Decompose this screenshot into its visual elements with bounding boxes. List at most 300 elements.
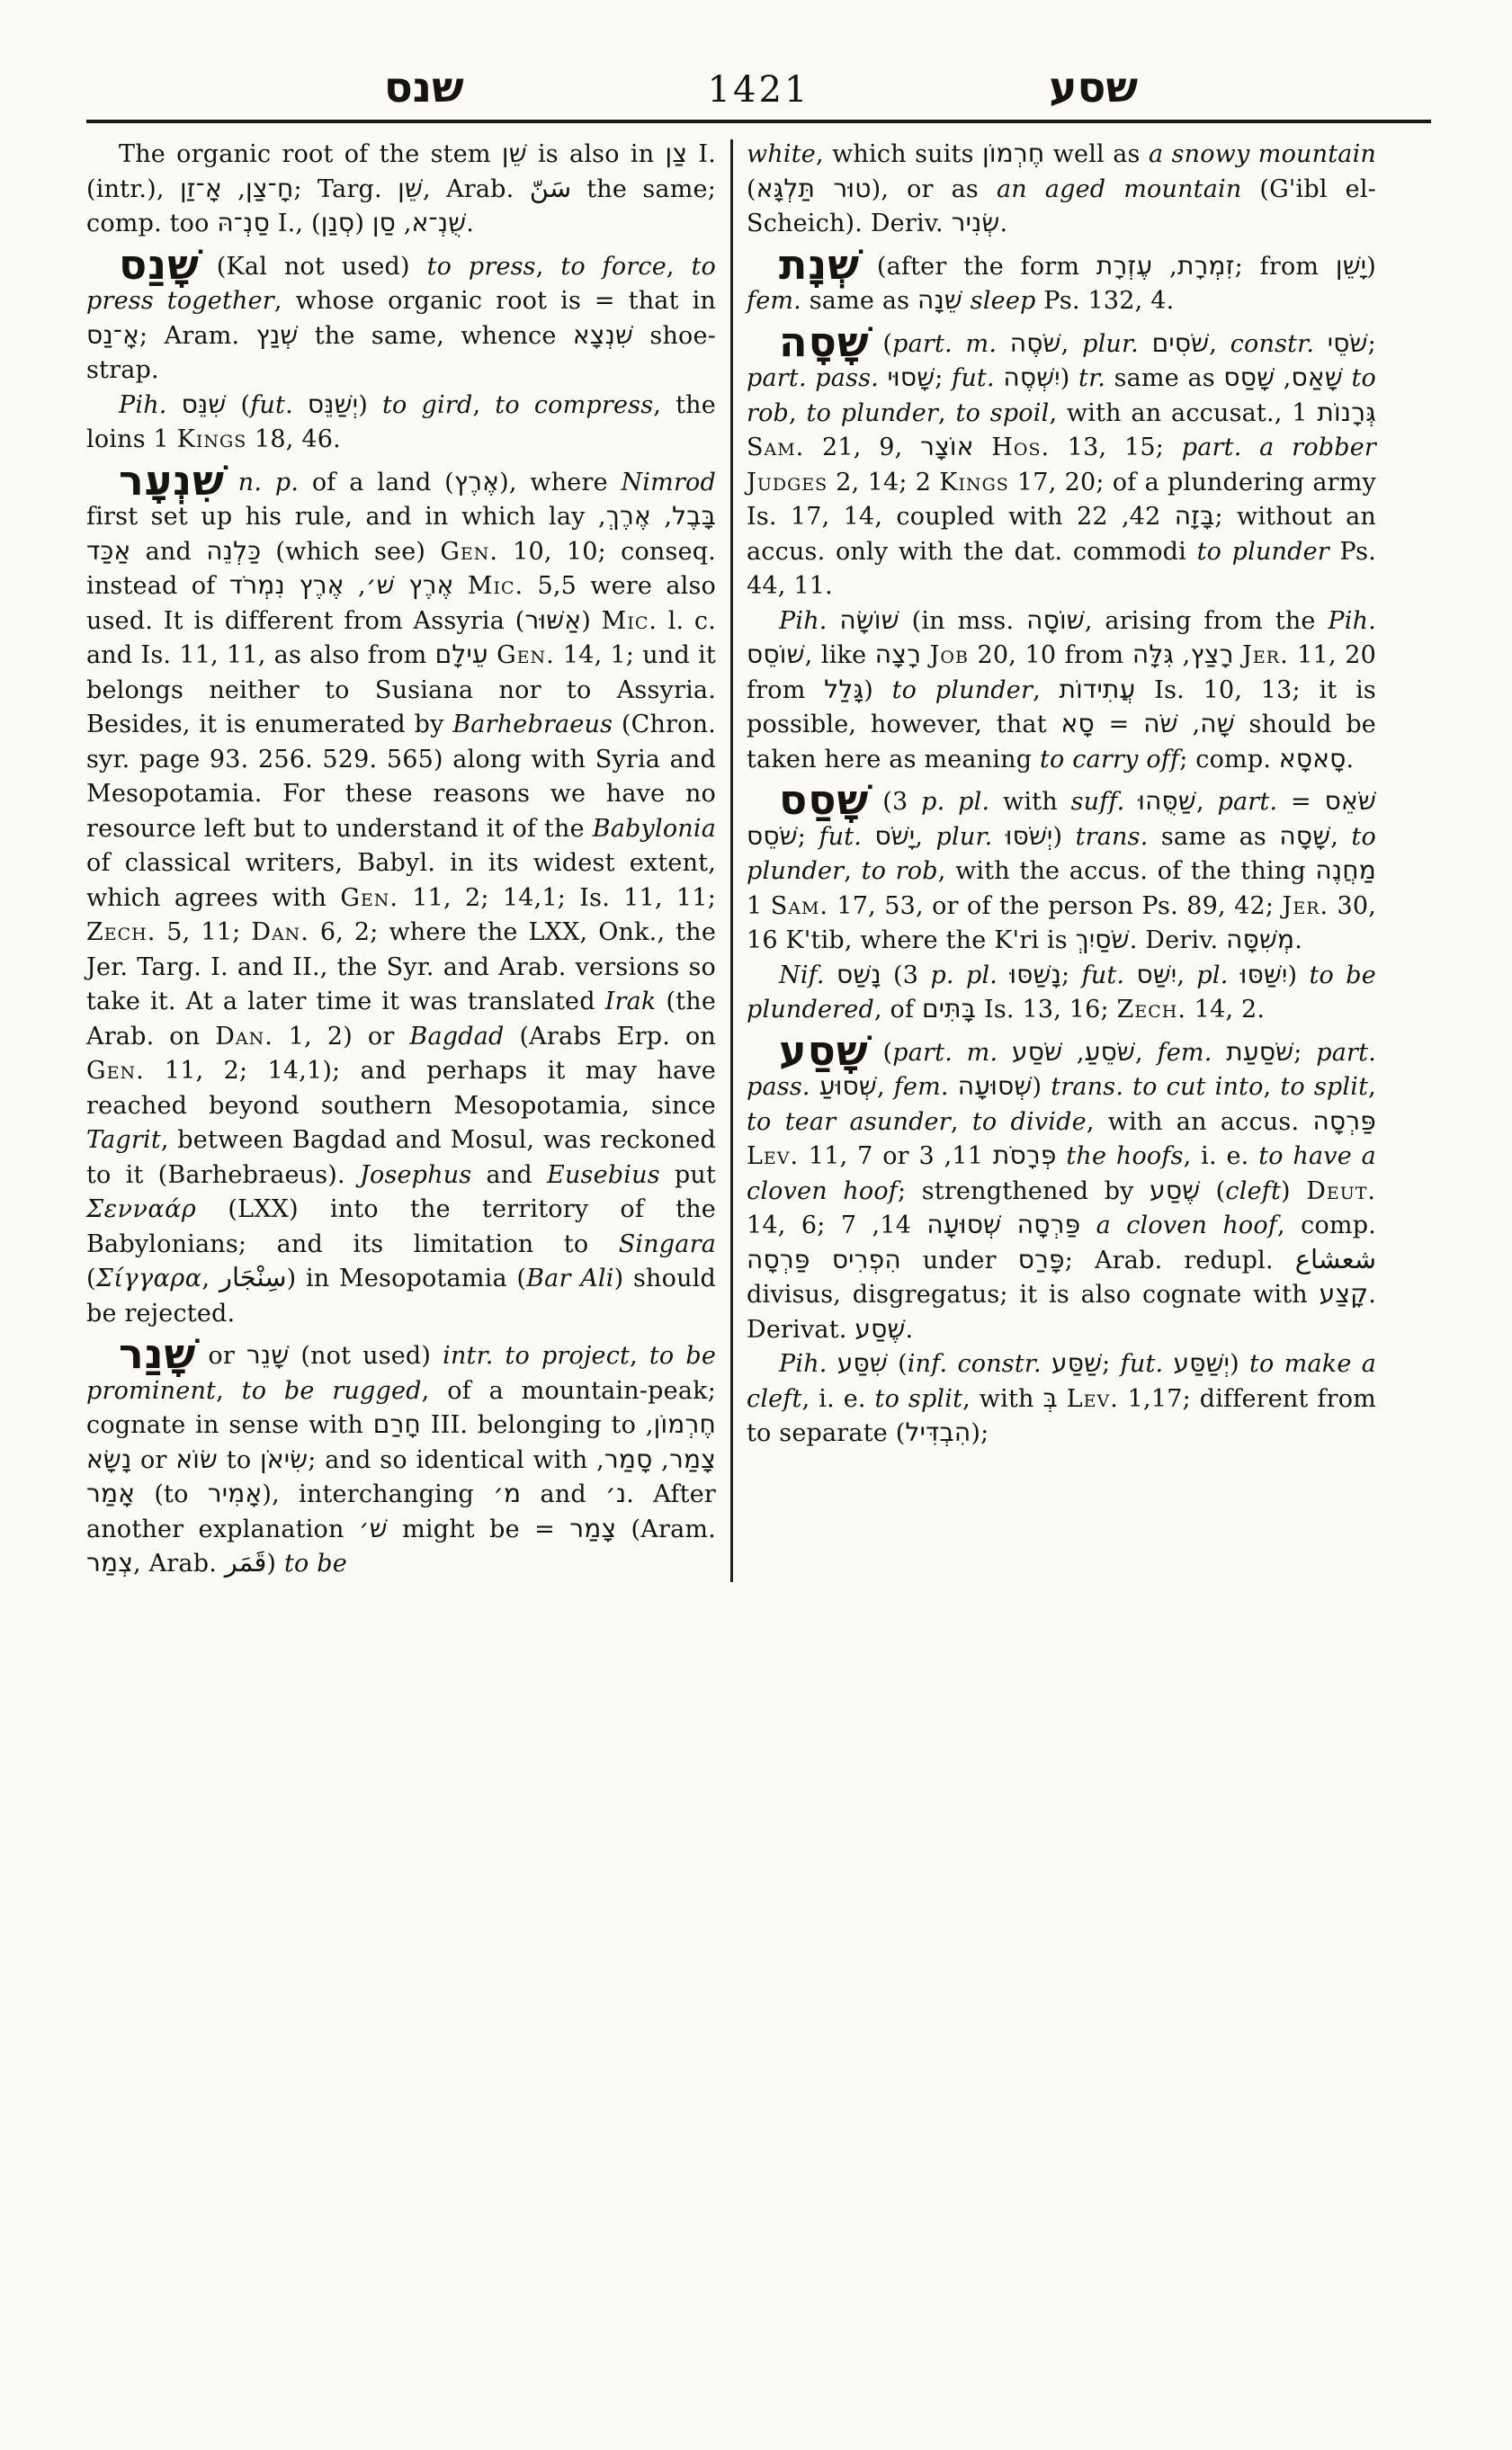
text-columns: [86, 138, 1431, 1582]
text-segment: to press: [426, 252, 536, 281]
text-segment: 30, 16 K'tib, where the K'ri is: [747, 891, 1376, 954]
text-segment: ,: [535, 252, 561, 281]
text-segment: of classical writers, Babyl. in its widest extent, which agrees with: [86, 849, 716, 912]
text-segment: זִמְרָת: [1176, 250, 1235, 281]
text-segment: צָמַר: [668, 1444, 716, 1474]
text-segment: , i. e.: [801, 1384, 875, 1413]
text-segment: to make a cleft: [747, 1350, 1376, 1413]
text-segment: shoe-strap.: [86, 321, 716, 384]
text-segment: ,: [221, 174, 246, 203]
entry-headword: שָׁסַס: [779, 775, 870, 824]
continuation-paragraph-shanar: [747, 138, 1376, 242]
text-segment: שְׁנַץ: [255, 319, 299, 350]
text-segment: fut.: [1120, 1350, 1164, 1378]
text-segment: , of a mountain-peak; cognate in sense with: [86, 1376, 716, 1439]
text-segment: 14, 6;: [747, 1212, 841, 1239]
text-segment: Σενναάρ: [86, 1195, 197, 1223]
text-segment: a snowy mountain: [1148, 140, 1376, 168]
text-segment: (to: [135, 1480, 208, 1508]
text-segment: שָׁאַס: [1291, 362, 1343, 392]
text-segment: a cloven hoof: [1096, 1212, 1278, 1239]
text-segment: (: [86, 1265, 96, 1292]
running-head-right: שסע: [1049, 63, 1139, 112]
text-segment: (3: [881, 961, 931, 989]
text-segment: .: [1346, 745, 1355, 773]
text-segment: ; and so identical with: [308, 1445, 597, 1474]
text-segment: שֹׁסַע: [1011, 1036, 1063, 1067]
text-segment: [1212, 1039, 1227, 1067]
text-segment: سَنّ: [529, 172, 572, 203]
text-segment: سِنْجَار: [219, 1262, 287, 1292]
text-segment: to be prominent: [86, 1342, 716, 1405]
text-segment: ,: [1195, 788, 1218, 816]
text-segment: ,: [630, 1342, 649, 1370]
text-segment: 1: [1292, 398, 1318, 427]
entry-shasas: [747, 775, 1376, 959]
text-segment: شعشاع: [1294, 1243, 1377, 1274]
page-number: 1421: [707, 69, 810, 111]
text-segment: The organic root of the stem: [119, 140, 502, 168]
entry-headword: שָׁנַס: [119, 239, 200, 289]
text-segment: שֵׁנָה: [917, 285, 962, 315]
text-segment: , Arab.: [423, 174, 530, 203]
entry-shasa: [747, 1025, 1377, 1348]
text-segment: to force: [560, 252, 667, 281]
text-segment: צָמַר: [569, 1513, 617, 1543]
text-segment: שָׁסָה: [1279, 820, 1331, 851]
text-segment: 18, 46.: [246, 425, 341, 453]
text-segment: Josephus: [359, 1160, 472, 1189]
text-segment: .: [999, 210, 1008, 237]
text-segment: [828, 607, 840, 635]
text-segment: יְשֹׁסּוּ: [1005, 820, 1053, 851]
text-segment: סָאסָא: [1278, 743, 1346, 773]
text-segment: רָצַץ: [1190, 639, 1234, 669]
text-segment: with: [989, 788, 1071, 816]
text-segment: עֶזְרָת: [1096, 250, 1153, 281]
text-segment: 14, 2.: [1185, 996, 1266, 1024]
text-segment: Lev.: [1066, 1384, 1119, 1413]
text-segment: or: [196, 1342, 246, 1370]
text-segment: Nimrod: [621, 468, 716, 496]
text-segment: to be plundered: [747, 961, 1376, 1024]
text-segment: (in mss.: [899, 606, 1027, 635]
text-segment: or: [131, 1445, 176, 1474]
entry-shanas: [86, 239, 716, 389]
text-segment: Deut.: [1306, 1176, 1376, 1205]
text-segment: to plunder: [891, 675, 1033, 704]
text-segment: אֶרֶץ: [453, 466, 500, 496]
text-segment: ; Aram.: [139, 321, 256, 350]
text-segment: (: [354, 210, 372, 237]
text-segment: אָ־זַן: [179, 173, 222, 203]
text-segment: ,: [844, 857, 862, 885]
text-segment: to rob: [861, 857, 938, 885]
text-segment: Sam.: [747, 434, 805, 461]
text-segment: [454, 572, 468, 600]
text-segment: );: [971, 1419, 989, 1447]
text-segment: same as: [801, 287, 918, 315]
text-segment: , with an accus.: [1086, 1107, 1313, 1136]
text-segment: Zech.: [86, 918, 157, 946]
text-segment: [1163, 1350, 1173, 1378]
text-segment: , whose organic root is = that in: [273, 287, 716, 315]
text-segment: Gen.: [440, 537, 498, 566]
text-segment: שֹׁה: [1143, 709, 1178, 738]
text-segment: to split: [874, 1384, 963, 1413]
text-segment: 14, 7: [840, 1212, 1096, 1239]
text-segment: ; Arab. redupl.: [1064, 1246, 1295, 1274]
text-segment: Pih.: [779, 1350, 828, 1378]
text-segment: ), interchanging: [262, 1480, 494, 1508]
text-segment: part. pass.: [747, 364, 879, 392]
text-segment: , like: [804, 641, 875, 669]
text-segment: שׁוֹסָה: [1026, 604, 1085, 635]
text-segment: to project: [505, 1342, 631, 1370]
header-rule: [86, 120, 1431, 123]
text-segment: מ׳: [493, 1479, 522, 1508]
text-segment: the same, whence: [298, 321, 573, 350]
text-segment: of a land (: [299, 468, 454, 496]
text-segment: חָרַם: [372, 1409, 421, 1439]
text-segment: ; Targ.: [293, 174, 398, 203]
text-segment: to divide: [971, 1107, 1087, 1136]
text-segment: [1124, 788, 1138, 816]
text-segment: ;: [1102, 1350, 1121, 1378]
text-segment: 14, 1; und it belongs neither to Susiana nor to Assyria. Besides, it is enumerated by: [86, 641, 716, 738]
text-segment: Babylonia: [592, 814, 716, 843]
text-segment: ): [1032, 1073, 1051, 1101]
text-segment: I. (intr.),: [86, 140, 716, 203]
text-segment: .: [905, 1315, 914, 1344]
text-segment: , with: [962, 1384, 1043, 1413]
text-segment: same as: [1105, 364, 1224, 392]
text-segment: Zech.: [1116, 996, 1186, 1024]
text-segment: . Derivat.: [747, 1281, 1376, 1344]
text-segment: the hoofs: [1066, 1142, 1184, 1170]
text-segment: ,: [1177, 711, 1201, 738]
text-segment: ): [863, 675, 892, 704]
text-segment: trans.: [1075, 822, 1149, 851]
text-segment: , arising from the: [1084, 606, 1329, 635]
text-segment: שׁוֹשָׂה: [839, 604, 899, 635]
text-segment: , i. e.: [1183, 1142, 1259, 1170]
text-segment: 1: [747, 891, 771, 920]
text-segment: ;: [935, 364, 953, 392]
text-segment: to gird: [381, 390, 473, 419]
text-segment: fut.: [250, 390, 293, 419]
text-segment: (: [868, 1038, 893, 1067]
text-segment: Gen.: [497, 641, 555, 669]
text-segment: trans. to cut into: [1051, 1073, 1264, 1101]
text-segment: [995, 364, 1004, 392]
text-segment: the same; comp. too: [86, 174, 716, 237]
text-segment: שָׁסַס: [1223, 362, 1275, 392]
text-segment: Pih.: [1328, 606, 1376, 635]
text-segment: to spoil: [955, 398, 1050, 427]
text-segment: to be: [283, 1550, 347, 1578]
text-segment: ) in Mesopotamia (: [286, 1265, 527, 1292]
entry-shasas-nif: [747, 959, 1376, 1028]
text-segment: [974, 434, 992, 461]
text-segment: قَمَر: [224, 1547, 267, 1578]
text-segment: I.,: [269, 210, 311, 237]
text-segment: suff.: [1070, 788, 1125, 816]
text-segment: (: [887, 1350, 908, 1378]
text-segment: (the Arab. on: [86, 988, 716, 1051]
text-segment: ,: [1152, 252, 1177, 281]
text-segment: הִבְדִּיל: [905, 1417, 971, 1447]
text-segment: אוֹצָר: [920, 432, 974, 461]
text-segment: קָצַע: [1319, 1279, 1369, 1309]
text-segment: Gen.: [340, 883, 399, 912]
text-segment: נָשַׁסּוּ: [1009, 959, 1061, 989]
entry-shinar: [86, 455, 717, 1332]
text-segment: , comp.: [1277, 1212, 1376, 1239]
text-segment: ): [1230, 1350, 1249, 1378]
text-segment: ,: [938, 398, 956, 427]
text-segment: to be rugged: [241, 1376, 422, 1405]
text-segment: , with the accus. of the thing: [937, 857, 1316, 885]
text-segment: [1139, 330, 1152, 358]
text-segment: ,: [1176, 961, 1197, 989]
text-segment: [825, 961, 837, 989]
text-segment: שֶׁסַע: [854, 1313, 906, 1344]
text-segment: שַׁסֻּהוּ: [1138, 786, 1196, 816]
text-segment: בָּזָה: [1174, 501, 1215, 531]
text-segment: עֲתִידוֹת: [1059, 674, 1136, 704]
text-segment: Pih.: [119, 390, 167, 419]
text-segment: (G'ibl el-Scheich). Deriv.: [747, 174, 1376, 237]
text-segment: Is. 10, 13; it is possible, however, that: [747, 675, 1376, 738]
text-segment: [810, 1073, 819, 1101]
text-segment: [1124, 961, 1136, 989]
text-segment: ,: [1135, 1038, 1158, 1067]
text-segment: ): [358, 390, 382, 419]
text-segment: p. pl.: [930, 961, 998, 989]
text-segment: אָמִיר: [207, 1479, 263, 1508]
text-segment: Mic.: [467, 572, 524, 600]
text-segment: to rob: [747, 364, 1376, 427]
text-segment: l. c. and Is. 11, 11, as also from: [86, 606, 716, 669]
text-segment: [1277, 788, 1291, 816]
text-segment: ; from: [1234, 252, 1336, 281]
text-segment: part. pass.: [747, 1038, 1376, 1101]
text-segment: to compress: [495, 390, 654, 419]
text-segment: שֵׁן: [501, 139, 527, 168]
text-segment: בְּ: [1042, 1382, 1058, 1413]
text-segment: יִשַּׁס: [1136, 959, 1177, 989]
text-segment: מַחֲנֶה: [1315, 855, 1376, 885]
text-segment: ,: [1209, 329, 1230, 358]
text-segment: 11, 20 from: [747, 641, 1376, 704]
text-segment: Kings: [176, 425, 247, 453]
text-segment: שֹׁסִים: [1151, 327, 1210, 358]
text-segment: ; comp.: [1179, 745, 1279, 773]
text-segment: פַּרְסָה: [1312, 1105, 1376, 1136]
text-segment: , with an accusat.,: [1049, 398, 1293, 427]
text-segment: אֶרֶץ שׁ׳: [365, 570, 454, 600]
text-segment: to carry off: [1040, 745, 1180, 773]
text-segment: to: [218, 1445, 260, 1474]
text-segment: Barhebraeus: [452, 711, 613, 738]
text-segment: Hos.: [991, 434, 1051, 461]
text-segment: אָ־נַס: [86, 319, 140, 350]
text-segment: Job: [929, 641, 969, 669]
text-segment: 1, 2) or: [273, 1022, 410, 1051]
text-segment: נ׳: [605, 1479, 627, 1508]
text-segment: שֹׁאֵס: [1324, 786, 1376, 816]
text-segment: שְׂנִיר: [951, 208, 1000, 237]
text-segment: 20, 10 from: [968, 641, 1132, 669]
text-segment: [1042, 1350, 1051, 1378]
text-segment: , Arab.: [133, 1550, 225, 1578]
text-segment: fem.: [893, 1073, 949, 1101]
text-segment: [828, 1350, 837, 1378]
text-segment: חֶרְמוֹן: [653, 1409, 716, 1439]
text-segment: שׂוֹא: [175, 1444, 219, 1474]
text-segment: 11, 7 or: [799, 1142, 919, 1170]
text-segment: well as: [1044, 140, 1149, 168]
text-segment: Dan.: [251, 918, 309, 946]
text-segment: Irak: [604, 988, 657, 1015]
text-segment: an aged mountain: [996, 174, 1242, 203]
text-segment: ,: [1263, 1073, 1281, 1101]
text-segment: יִשְׁסֶה: [1003, 362, 1060, 392]
text-segment: [962, 287, 971, 315]
text-segment: [1314, 330, 1328, 358]
text-segment: [225, 469, 238, 496]
text-segment: סָא: [1060, 709, 1095, 738]
text-segment: pl.: [1196, 961, 1229, 989]
text-segment: III. belonging to: [420, 1411, 646, 1439]
entry-headword: שָׁסַע: [779, 1025, 869, 1075]
text-segment: Ps. 132, 4.: [1035, 287, 1175, 315]
text-segment: ): [1281, 1176, 1307, 1205]
text-segment: שֹׁסַעַת: [1226, 1036, 1294, 1067]
entry-headword: שָׁסָה: [779, 317, 870, 366]
text-segment: שַׁסַּע: [1051, 1348, 1103, 1378]
text-segment: (3: [869, 788, 922, 816]
text-segment: שֵׁן: [398, 173, 423, 203]
text-segment: שֻׁנְ־א: [411, 208, 467, 237]
text-segment: same as: [1148, 822, 1280, 851]
text-segment: ;: [1367, 329, 1376, 358]
text-segment: ,: [915, 822, 936, 851]
left-column: [86, 138, 716, 1582]
text-segment: יִשַּׁסּוּ: [1239, 959, 1288, 989]
text-segment: ,: [1060, 329, 1083, 358]
text-segment: כַּלְנֵה: [206, 535, 262, 566]
text-segment: 13, 15;: [1050, 434, 1182, 461]
running-head-left: שנס: [383, 63, 464, 112]
text-segment: to split: [1280, 1073, 1369, 1101]
text-segment: ,: [666, 252, 692, 281]
text-segment: Eusebius: [547, 1160, 660, 1189]
text-segment: should be taken here as meaning: [747, 711, 1376, 773]
text-segment: Tagrit: [86, 1126, 161, 1154]
text-segment: [998, 1039, 1012, 1067]
text-segment: to plunder: [806, 398, 939, 427]
text-segment: , between Bagdad and Mosul, was reckoned to it (Barhebraeus).: [86, 1126, 716, 1189]
text-segment: to tear asunder: [747, 1107, 951, 1136]
text-segment: Judges: [747, 468, 828, 496]
text-segment: [998, 961, 1009, 989]
text-segment: [494, 1342, 505, 1370]
text-segment: צַן: [665, 139, 688, 168]
text-segment: (: [1200, 1176, 1226, 1205]
text-segment: רָצָה: [874, 639, 922, 669]
text-segment: שִׁנְצָא: [572, 319, 634, 350]
text-segment: ,: [789, 398, 807, 427]
text-segment: Jer.: [1242, 641, 1289, 669]
text-segment: part. m.: [892, 329, 998, 358]
text-segment: p. pl.: [921, 788, 990, 816]
text-segment: שֹׁסֵי: [1327, 327, 1368, 358]
text-segment: (after the form: [860, 252, 1096, 281]
text-segment: 5, 11;: [156, 918, 252, 946]
text-segment: ,: [650, 503, 673, 531]
text-segment: 11, 3: [918, 1142, 1067, 1170]
text-segment: (Chron. syr. page 93. 256. 529. 565) along with Syria and Mesopotamia. For these reasons we have no resource left but to understand it of the: [86, 711, 716, 843]
text-segment: ;: [1293, 1038, 1317, 1067]
text-segment: (: [869, 329, 893, 358]
text-segment: ).: [310, 210, 475, 237]
text-segment: יְשַׁסַּע: [1173, 1348, 1230, 1378]
text-segment: fem.: [1157, 1038, 1212, 1067]
text-segment: גְּרָנוֹת: [1317, 397, 1376, 427]
text-segment: [949, 1073, 958, 1101]
text-segment: אֶרֶךְ: [605, 501, 651, 531]
text-segment: 21, 9,: [804, 434, 921, 461]
text-segment: ,: [1330, 822, 1352, 851]
text-segment: שֹׁסֶה: [1009, 327, 1061, 358]
text-segment: first set up his rule, and in which lay: [86, 503, 598, 531]
text-segment: fut.: [819, 822, 863, 851]
text-segment: to plunder: [747, 822, 1376, 885]
text-segment: ,: [645, 1411, 654, 1439]
text-segment: ,: [396, 210, 412, 237]
text-segment: בָּתִּים: [921, 994, 977, 1024]
text-segment: שׁוֹסֵס: [747, 639, 805, 669]
text-segment: שָׁה: [1200, 709, 1235, 738]
text-segment: 6, 2; where the LXX, Onk., the Jer. Targ. I. and II., the Syr. and Arab. versions so take it. At a later time it was translated: [86, 918, 716, 1015]
text-segment: עֵילָם: [434, 639, 488, 669]
text-segment: [921, 641, 930, 669]
text-segment: שֹׁסַיִךְ: [1075, 925, 1130, 954]
text-segment: שִׁנֵּס: [181, 389, 227, 419]
text-segment: and: [521, 1480, 606, 1508]
text-segment: [879, 364, 888, 392]
text-segment: ): [581, 606, 602, 635]
text-segment: part. m.: [892, 1038, 998, 1067]
text-segment: ): [1287, 961, 1310, 989]
entry-headword: שְׁנָת: [779, 239, 861, 289]
text-segment: ,: [597, 503, 606, 531]
text-segment: מְשִׁסָּה: [1226, 925, 1295, 954]
text-segment: (LXX) into the territory of the Babylonians; and its limitation to: [86, 1195, 716, 1258]
text-segment: ), where: [499, 468, 622, 496]
text-segment: (: [226, 390, 251, 419]
text-segment: יָשֹׁס: [874, 820, 916, 851]
text-segment: . After another explanation: [86, 1480, 717, 1543]
text-segment: , of: [873, 996, 922, 1024]
text-segment: 11, 2; 14,1; Is. 11, 11;: [398, 883, 716, 912]
text-segment: [1228, 961, 1239, 989]
entry-shasah-pih: [747, 604, 1376, 778]
running-header: [86, 63, 1431, 112]
text-segment: 5,5 were also used. It is different from Assyria (: [86, 572, 716, 635]
